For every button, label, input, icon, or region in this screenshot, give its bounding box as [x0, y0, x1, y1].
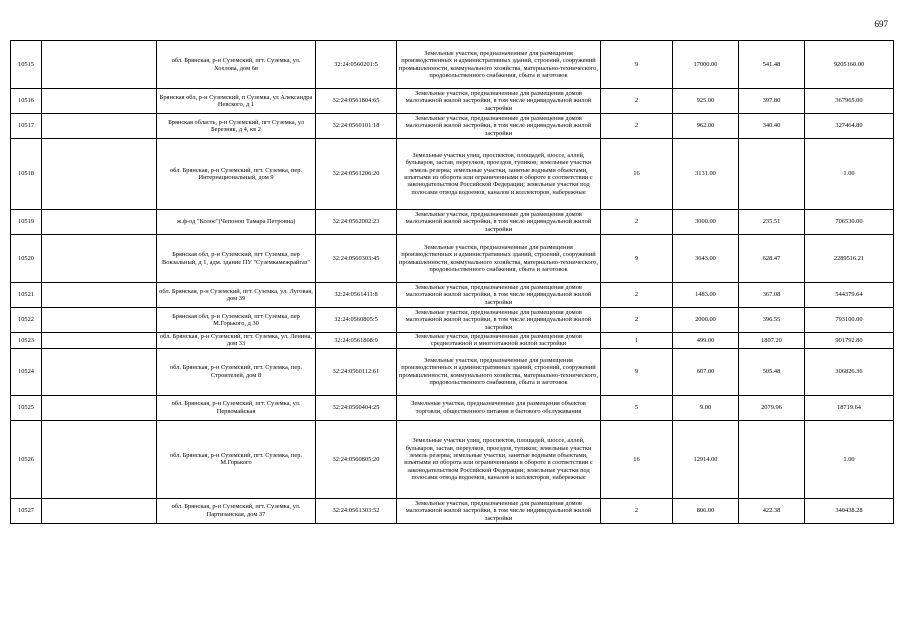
table-row — [11, 348, 894, 395]
cell-usage-type: Земельные участки, предназначенные для размещения производственных и административных зданий, строений, сооружений промышленности, коммунального хозяйства, материально-технического, продовольственного снабжения, сбыта и заготовок — [397, 348, 601, 395]
cell-area: 1483.00 — [673, 283, 739, 308]
cell-group: 9 — [601, 235, 673, 283]
table-row — [11, 333, 894, 349]
cell-address: обл. Брянская, р-н Суземский, пгт. Суземка, пер. Интернациональный, дом 9 — [157, 139, 316, 210]
cell-address: Брянская обл, р-н Суземский, пгт Суземка, пер М.Горького, д 30 — [157, 308, 316, 333]
table-row — [11, 283, 894, 308]
cell-empty — [42, 89, 157, 114]
cell-specific-value: 505.48 — [739, 348, 805, 395]
cell-usage-type: Земельные участки, предназначенные для размещения домов малоэтажной жилой застройки, в том числе индивидуальной жилой застройки — [397, 89, 601, 114]
cell-empty — [42, 41, 157, 89]
table-row — [11, 420, 894, 498]
page-number: 697 — [874, 19, 888, 29]
cell-specific-value: 541.48 — [739, 41, 805, 89]
cell-usage-type: Земельные участки, предназначенные для размещения домов малоэтажной жилой застройки, в том числе индивидуальной жилой застройки — [397, 114, 601, 139]
cell-usage-type: Земельные участки, предназначенные для размещения производственных и административных зданий, строений, сооружений промышленности, коммунального хозяйства, материально-технического, продовольственного снабжения, сбыта и заготовок — [397, 235, 601, 283]
cell-id: 10523 — [11, 333, 42, 349]
cell-area: 925.00 — [673, 89, 739, 114]
cell-cadastral-value: 544379.64 — [805, 283, 894, 308]
cell-group: 2 — [601, 308, 673, 333]
table-row — [11, 235, 894, 283]
table-row — [11, 395, 894, 420]
cell-address: обл. Брянская, р-н Суземский, пгт. Суземка, ул. Хохлова, дом 6в — [157, 41, 316, 89]
cell-empty — [42, 283, 157, 308]
cell-area: 499.00 — [673, 333, 739, 349]
table-row — [11, 498, 894, 523]
cell-id: 10515 — [11, 41, 42, 89]
table-row — [11, 210, 894, 235]
cell-specific-value: 2079.96 — [739, 395, 805, 420]
cell-empty — [42, 420, 157, 498]
cell-cadastral-value: 367965.00 — [805, 89, 894, 114]
cell-id: 10519 — [11, 210, 42, 235]
cell-cadastral-number: 32:24:0560805:5 — [316, 308, 397, 333]
cell-cadastral-number: 32:24:0560112:61 — [316, 348, 397, 395]
cell-cadastral-number: 32:24:0561206:20 — [316, 139, 397, 210]
cell-area: 3000.00 — [673, 210, 739, 235]
cell-empty — [42, 308, 157, 333]
cell-address: обл. Брянская, р-н Суземский, пгт. Суземка, пер. Строителей, дом 8 — [157, 348, 316, 395]
cell-group: 9 — [601, 41, 673, 89]
cell-cadastral-value: 793100.00 — [805, 308, 894, 333]
cell-cadastral-number: 32:24:0561411:8 — [316, 283, 397, 308]
cell-group: 2 — [601, 283, 673, 308]
cell-usage-type: Земельные участки, предназначенные для размещения домов малоэтажной жилой застройки, в том числе индивидуальной жилой застройки — [397, 498, 601, 523]
cell-empty — [42, 498, 157, 523]
cell-id: 10524 — [11, 348, 42, 395]
cell-cadastral-value: 1.00 — [805, 420, 894, 498]
cell-address: Брянская обл, р-н Суземский, пгт Суземка, пер Вокзальный, д 1, адм. здание ПУ "Суземкамежрайгаз" — [157, 235, 316, 283]
cell-cadastral-value: 340438.28 — [805, 498, 894, 523]
cell-empty — [42, 333, 157, 349]
cell-id: 10517 — [11, 114, 42, 139]
cell-address: обл. Брянская, р-н Суземский, пгт. Суземка, ул. Партизанская, дом 37 — [157, 498, 316, 523]
cell-empty — [42, 348, 157, 395]
cell-cadastral-value: 2289516.21 — [805, 235, 894, 283]
cell-id: 10525 — [11, 395, 42, 420]
cell-address: обл. Брянская, р-н Суземский, пгт. Суземка, ул. Луговая, дом 39 — [157, 283, 316, 308]
cell-empty — [42, 139, 157, 210]
cell-cadastral-number: 32:24:0560201:5 — [316, 41, 397, 89]
cell-id: 10516 — [11, 89, 42, 114]
cell-group: 16 — [601, 139, 673, 210]
cell-area: 12914.00 — [673, 420, 739, 498]
cell-usage-type: Земельные участки, предназначенные для размещения домов малоэтажной жилой застройки, в том числе индивидуальной жилой застройки — [397, 283, 601, 308]
cell-address: обл. Брянская, р-н Суземский, пгт. Суземка, ул. Первомайская — [157, 395, 316, 420]
cell-group: 2 — [601, 210, 673, 235]
cell-cadastral-number: 32:24:0561804:65 — [316, 89, 397, 114]
cell-cadastral-value: 9205160.00 — [805, 41, 894, 89]
table-row — [11, 139, 894, 210]
cell-usage-type: Земельные участки улиц, проспектов, площадей, шоссе, аллей, бульваров, застав, переулков, проездов, тупиков; земельные участки земель резерва; земельные участки, занятые водными объектами, изъятыми из оборота или ограниченными в обороте в соответствии с законодательством Российской Федерации; земельные участки под полосами отвода водоемов, каналов и коллекторов, набережные — [397, 139, 601, 210]
cell-specific-value: 235.51 — [739, 210, 805, 235]
cell-group: 2 — [601, 114, 673, 139]
cell-specific-value: 397.80 — [739, 89, 805, 114]
cell-specific-value: 340.40 — [739, 114, 805, 139]
cell-id: 10526 — [11, 420, 42, 498]
cell-id: 10522 — [11, 308, 42, 333]
cell-usage-type: Земельные участки улиц, проспектов, площадей, шоссе, аллей, бульваров, застав, переулков, проездов, тупиков; земельные участки земель резерва; земельные участки, занятые водными объектами, изъятыми из оборота или ограниченными в обороте в соответствии с законодательством Российской Федерации; земельные участки под полосами отвода водоемов, каналов и коллекторов, набережные — [397, 420, 601, 498]
cell-specific-value: 628.47 — [739, 235, 805, 283]
cell-cadastral-value: 1.00 — [805, 139, 894, 210]
cadastral-value-table — [10, 40, 894, 524]
cell-id: 10521 — [11, 283, 42, 308]
cell-empty — [42, 114, 157, 139]
cell-specific-value: 1807.20 — [739, 333, 805, 349]
cell-empty — [42, 210, 157, 235]
cell-area: 2000.00 — [673, 308, 739, 333]
cell-cadastral-value: 306826.36 — [805, 348, 894, 395]
cell-address: Брянская обл, р-н Суземский, п Суземка, ул Александра Невского, д 1 — [157, 89, 316, 114]
cell-cadastral-number: 32:24:0562002:23 — [316, 210, 397, 235]
table-row — [11, 89, 894, 114]
cell-usage-type: Земельные участки, предназначенные для размещения объектов торговли, общественного питания и бытового обслуживания — [397, 395, 601, 420]
cell-cadastral-number: 32:24:0560101:18 — [316, 114, 397, 139]
cell-group: 1 — [601, 333, 673, 349]
cell-cadastral-number: 32:24:0560303:45 — [316, 235, 397, 283]
cell-id: 10520 — [11, 235, 42, 283]
cell-group: 16 — [601, 420, 673, 498]
cell-specific-value: 367.08 — [739, 283, 805, 308]
cell-group: 5 — [601, 395, 673, 420]
cell-area: 3131.00 — [673, 139, 739, 210]
cell-cadastral-number: 32:24:0560404:25 — [316, 395, 397, 420]
cell-address: ж.ф-од "Колос"(Чепоноп Тамара Петровна) — [157, 210, 316, 235]
table-row — [11, 308, 894, 333]
cell-usage-type: Земельные участки, предназначенные для размещения домов малоэтажной жилой застройки, в том числе индивидуальной жилой застройки — [397, 210, 601, 235]
cell-group: 2 — [601, 89, 673, 114]
cell-area: 17000.00 — [673, 41, 739, 89]
cell-area: 806.00 — [673, 498, 739, 523]
cell-area: 9.00 — [673, 395, 739, 420]
cell-cadastral-number: 32:24:0561303:52 — [316, 498, 397, 523]
cell-usage-type: Земельные участки, предназначенные для размещения производственных и административных зданий, строений, сооружений промышленности, коммунального хозяйства, материально-технического, продовольственного снабжения, сбыта и заготовок — [397, 41, 601, 89]
cell-address: Брянская область, р-н Суземский, пгт Суземка, ул Березняк, д 4, кв 2 — [157, 114, 316, 139]
cell-cadastral-value: 18719.64 — [805, 395, 894, 420]
cell-specific-value: 396.55 — [739, 308, 805, 333]
cell-group: 2 — [601, 498, 673, 523]
cell-id: 10527 — [11, 498, 42, 523]
cell-area: 3643.00 — [673, 235, 739, 283]
cell-empty — [42, 235, 157, 283]
cell-specific-value — [739, 139, 805, 210]
cell-id: 10518 — [11, 139, 42, 210]
cell-area: 607.00 — [673, 348, 739, 395]
cell-cadastral-value: 327464.80 — [805, 114, 894, 139]
cell-area: 962.00 — [673, 114, 739, 139]
cell-cadastral-number: 32:24:0561808:9 — [316, 333, 397, 349]
cell-usage-type: Земельные участки, предназначенные для размещения домов среднеэтажной и многоэтажной жилой застройки — [397, 333, 601, 349]
table-row — [11, 41, 894, 89]
cell-cadastral-value: 706530.00 — [805, 210, 894, 235]
cell-group: 9 — [601, 348, 673, 395]
cell-address: обл. Брянская, р-н Суземский, пгт. Суземка, пер. М.Горького — [157, 420, 316, 498]
cell-cadastral-value: 901792.80 — [805, 333, 894, 349]
cell-cadastral-number: 32:24:0560805:20 — [316, 420, 397, 498]
cell-empty — [42, 395, 157, 420]
cell-address: обл. Брянская, р-н Суземский, пгт. Суземка, ул. Ленина, дом 33 — [157, 333, 316, 349]
cell-specific-value — [739, 420, 805, 498]
cell-usage-type: Земельные участки, предназначенные для размещения домов малоэтажной жилой застройки, в том числе индивидуальной жилой застройки — [397, 308, 601, 333]
cell-specific-value: 422.38 — [739, 498, 805, 523]
table-row — [11, 114, 894, 139]
